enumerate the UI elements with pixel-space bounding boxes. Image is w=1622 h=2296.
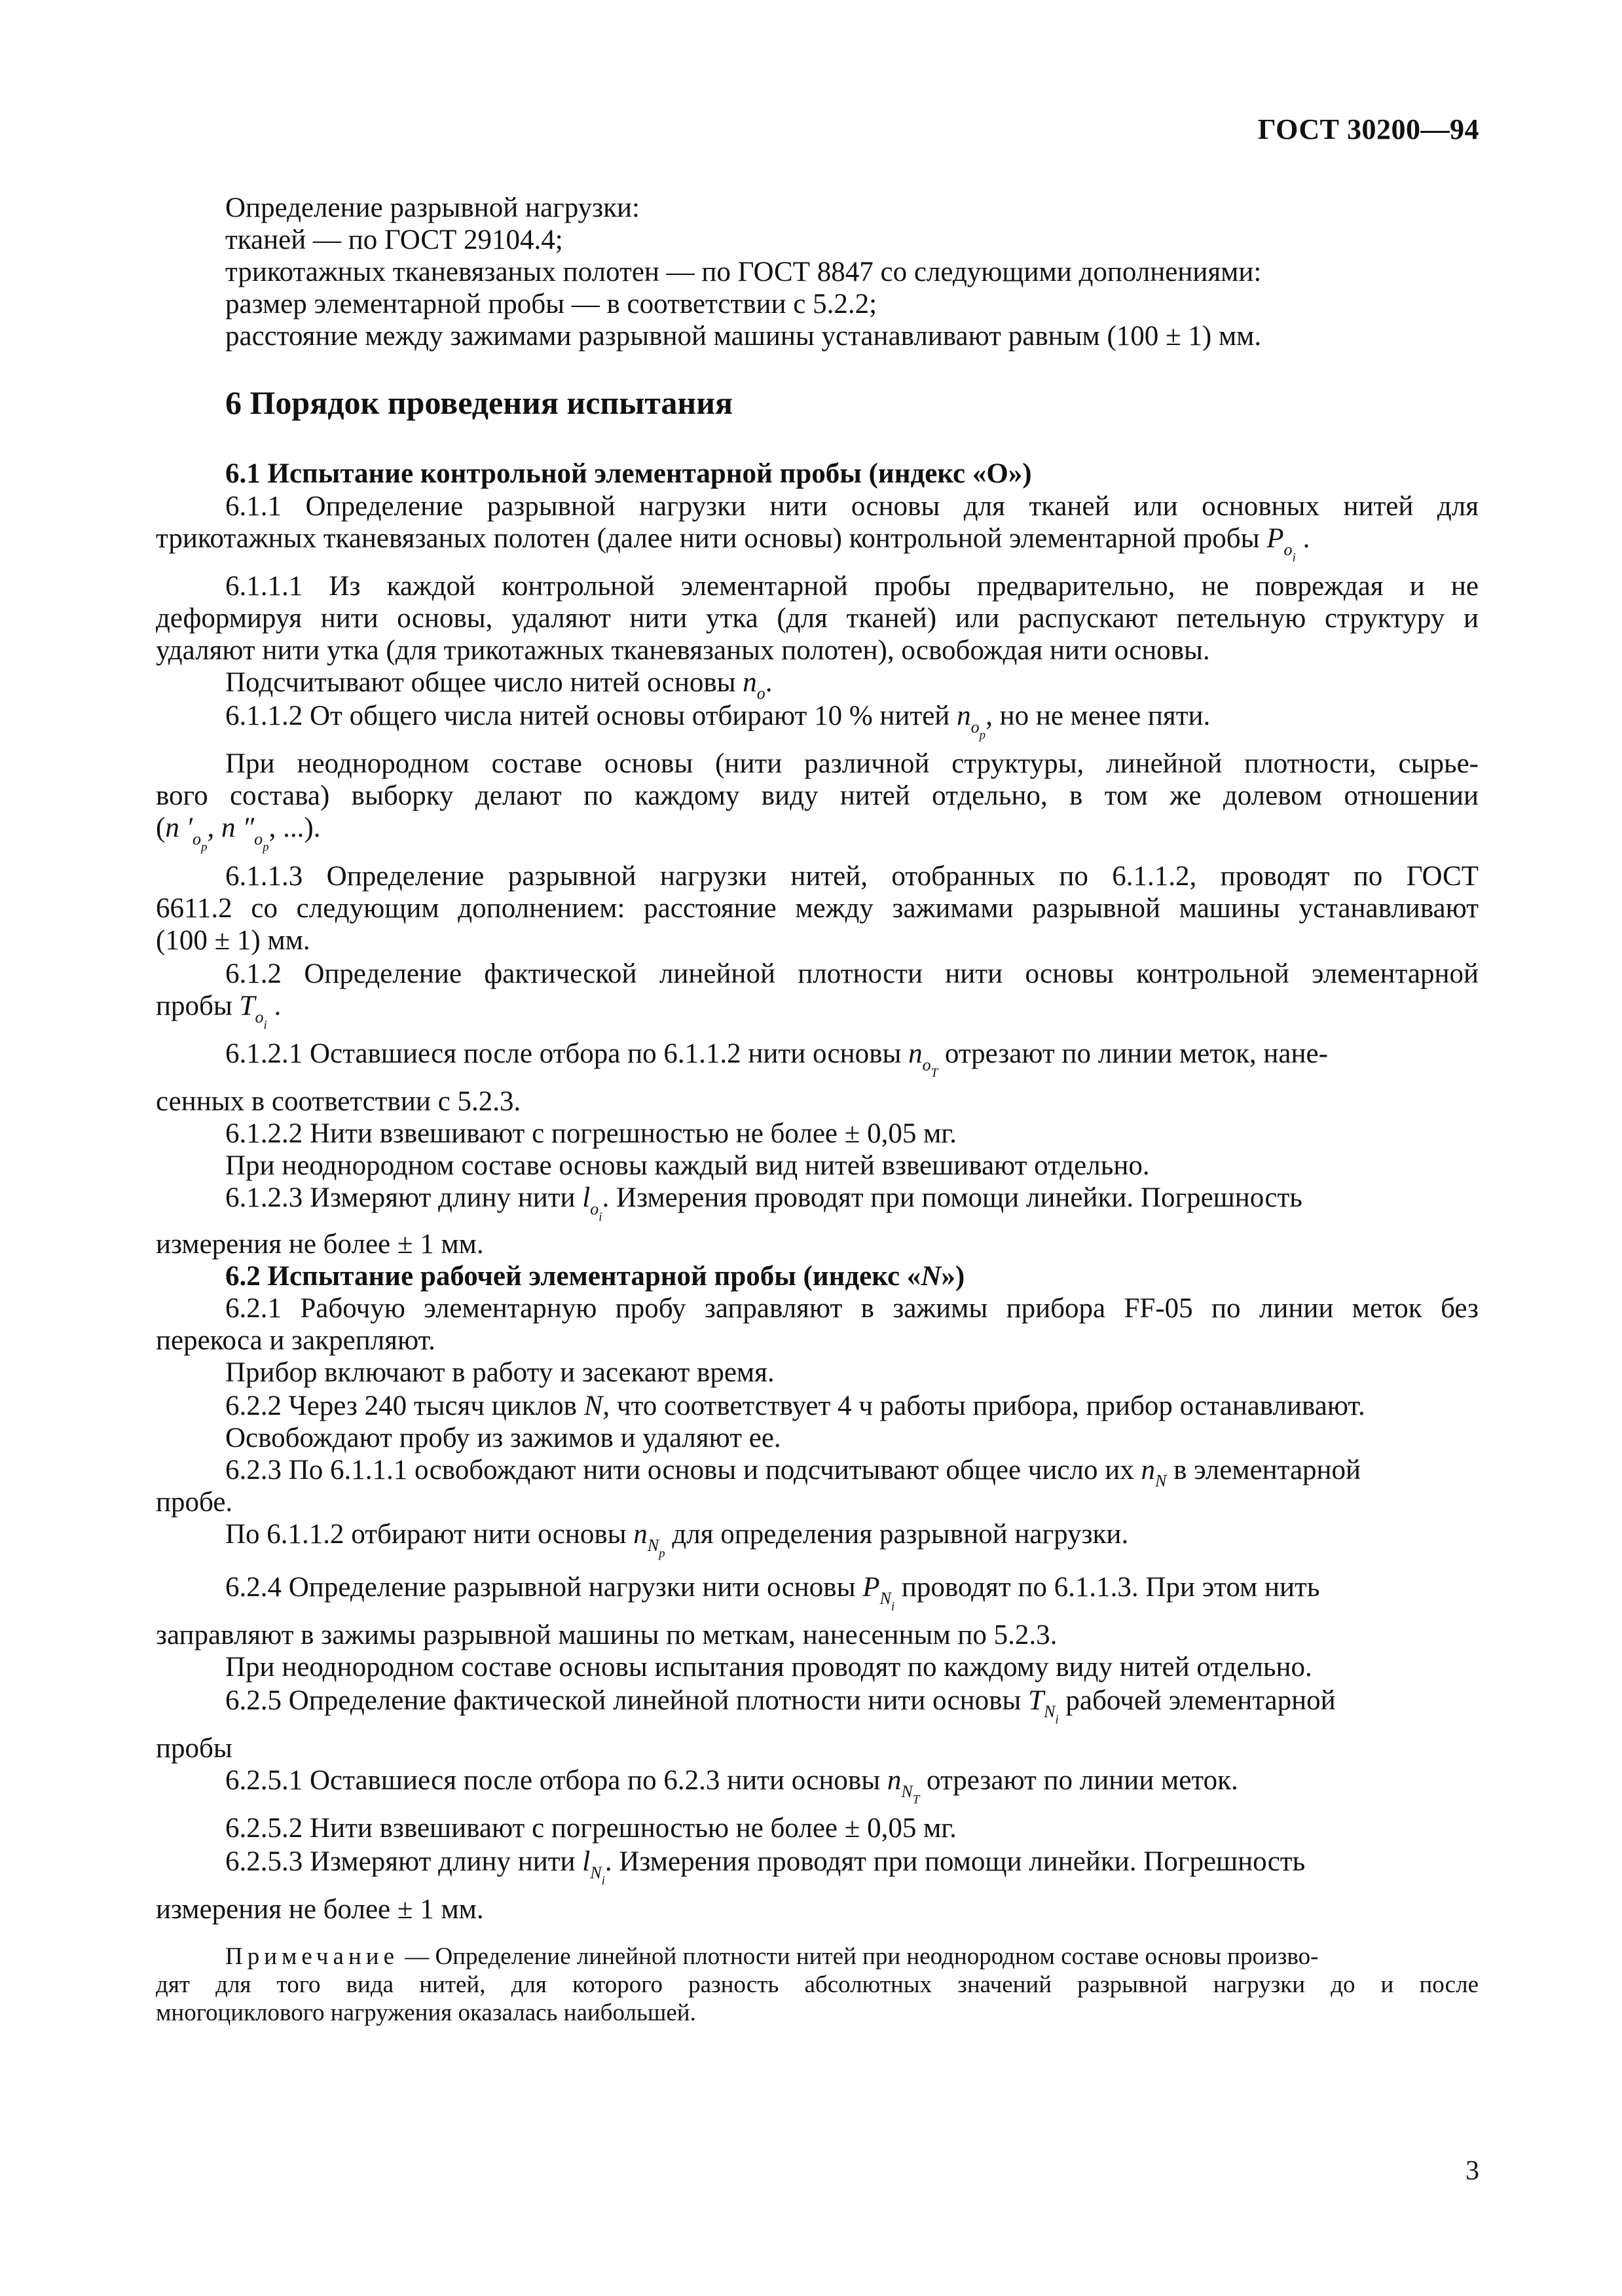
page-number: 3 bbox=[1465, 2156, 1479, 2186]
section-6-title: 6 Порядок проведения испытания bbox=[225, 384, 733, 421]
symbol-n-N-p: $n_{N_p}$ bbox=[633, 1519, 665, 1561]
para-6-2-3-line-3: По 6.1.1.2 отбирают нити основы $n_{N_p}$ для определения разрывной нагрузки. bbox=[225, 1519, 1129, 1561]
symbol-n-o: $n_о$ bbox=[743, 667, 765, 703]
para-6-1-1-3-line-2: 6611.2 со следующим дополнением: расстояние между зажимами разрывной машины устанавливают bbox=[156, 893, 1479, 924]
para-6-2-1-line-3: Прибор включают в работу и засекают время. bbox=[225, 1357, 775, 1388]
para-6-1-1-text: трикотажных тканевязаных полотен (далее нити основы) контрольной элементарной пробы bbox=[156, 523, 1260, 554]
symbol-n-N: $n_N$ bbox=[1141, 1455, 1167, 1491]
para-6-2-5-2-line: 6.2.5.2 Нити взвешивают с погрешностью не более ± 0,05 мг. bbox=[225, 1813, 957, 1844]
symbol-n-o-T: $n_{о_T}$ bbox=[908, 1038, 938, 1080]
para-6-2-4-line-2: заправляют в зажимы разрывной машины по меткам, нанесенным по 5.2.3. bbox=[156, 1620, 1058, 1650]
para-6-1-1-3-line-3: (100 ± 1) мм. bbox=[156, 925, 310, 956]
para-6-1-2-3-line-2: измерения не более ± 1 мм. bbox=[156, 1229, 484, 1260]
para-6-2-2-line-1: 6.2.2 Через 240 тысяч циклов N, что соответствует 4 ч работы прибора, прибор останавливают. bbox=[225, 1391, 1365, 1421]
symbol-T-N-i: $T_{N_i}$ bbox=[1028, 1685, 1059, 1727]
para-6-2-3-line-1: 6.2.3 По 6.1.1.1 освобождают нити основы и подсчитывают общее число их $n_N$ в элементарной bbox=[225, 1455, 1361, 1491]
symbol-n-prime-o-p: n $'_{о_p}$ bbox=[165, 812, 208, 854]
para-6-1-1-line-2: трикотажных тканевязаных полотен (далее нити основы) контрольной элементарной пробы $P_{о_i}$ . bbox=[156, 523, 1310, 565]
note-line-2: дят для того вида нитей, для которого разность абсолютных значений разрывной нагрузки до и после bbox=[156, 1971, 1479, 1998]
para-6-2-2-line-2: Освобождают пробу из зажимов и удаляют ее. bbox=[225, 1423, 781, 1453]
intro-line-2: тканей — по ГОСТ 29104.4; bbox=[225, 225, 563, 255]
para-6-1-2-1-line-1: 6.1.2.1 Оставшиеся после отбора по 6.1.1.2 нити основы $n_{о_T}$ отрезают по линии меток, нане- bbox=[225, 1038, 1328, 1080]
para-6-1-2-line-2: пробы $T_{о_i}$ . bbox=[156, 991, 282, 1032]
intro-line-3: трикотажных тканевязаных полотен — по ГОСТ 8847 со следующими дополнениями: bbox=[225, 257, 1262, 287]
para-6-1-1-1-line-2: деформируя нити основы, удаляют нити утка (для тканей) или распускают петельную структуру и bbox=[156, 603, 1479, 634]
para-6-2-1-line-2: перекоса и закрепляют. bbox=[156, 1325, 435, 1356]
symbol-n-N-T: $n_{N_T}$ bbox=[887, 1765, 920, 1807]
symbol-l-o-i: $l_{о_i}$ bbox=[582, 1182, 602, 1224]
para-6-1-2-2-line-2: При неоднородном составе основы каждый вид нитей взвешивают отдельно. bbox=[225, 1150, 1150, 1181]
para-6-2-1-line-1: 6.2.1 Рабочую элементарную пробу заправляют в зажимы прибора FF-05 по линии меток без bbox=[225, 1293, 1479, 1324]
intro-line-4: размер элементарной пробы — в соответствии с 5.2.2; bbox=[225, 289, 877, 319]
para-6-1-1-2-line-3: вого состава) выборку делают по каждому виду нитей отдельно, в том же долевом отношении bbox=[156, 780, 1479, 811]
para-6-1-1-2-line-2: При неоднородном составе основы (нити различной структуры, линейной плотности, сырье- bbox=[225, 748, 1479, 779]
symbol-n-o-p: $n_{о_p}$ bbox=[957, 701, 986, 742]
para-6-1-1-line-1: 6.1.1 Определение разрывной нагрузки нити основы для тканей или основных нитей для bbox=[225, 491, 1479, 522]
para-6-1-1-2-line-1: 6.1.1.2 От общего числа нитей основы отбирают 10 % нитей $n_{о_p}$, но не менее пяти. bbox=[225, 701, 1211, 742]
intro-line-1: Определение разрывной нагрузки: bbox=[225, 192, 640, 223]
para-6-2-4-line-3: При неоднородном составе основы испытания проводят по каждому виду нитей отдельно. bbox=[225, 1652, 1312, 1683]
para-6-2-3-line-2: пробе. bbox=[156, 1487, 233, 1518]
symbol-T-o-i: $T_{о_i}$ bbox=[239, 991, 267, 1032]
para-6-2-5-1-line: 6.2.5.1 Оставшиеся после отбора по 6.2.3 нити основы $n_{N_T}$ отрезают по линии меток. bbox=[225, 1765, 1238, 1807]
note-line-3: многоциклового нагружения оказалась наибольшей. bbox=[156, 1999, 696, 2026]
standard-code-header: ГОСТ 30200—94 bbox=[1257, 113, 1479, 145]
subsection-6-2-title: 6.2 Испытание рабочей элементарной пробы (индекс «N») bbox=[225, 1261, 965, 1292]
para-6-2-5-line-2: пробы bbox=[156, 1733, 232, 1764]
para-6-1-1-3-line-1: 6.1.1.3 Определение разрывной нагрузки нитей, отобранных по 6.1.1.2, проводят по ГОСТ bbox=[225, 861, 1479, 892]
para-6-2-5-3-line-2: измерения не более ± 1 мм. bbox=[156, 1894, 484, 1925]
para-6-2-5-line-1: 6.2.5 Определение фактической линейной плотности нити основы $T_{N_i}$ рабочей элементарной bbox=[225, 1685, 1336, 1727]
para-6-1-1-2-line-4: (n $'_{о_p}$, n $''_{о_p}$, ...). bbox=[156, 812, 321, 854]
symbol-l-N-i: $l_{N_i}$ bbox=[582, 1846, 605, 1888]
para-6-1-2-3-line-1: 6.1.2.3 Измеряют длину нити $l_{о_i}$. Измерения проводят при помощи линейки. Погрешность bbox=[225, 1182, 1302, 1224]
para-6-1-2-2-line-1: 6.1.2.2 Нити взвешивают с погрешностью не более ± 0,05 мг. bbox=[225, 1118, 957, 1149]
note-label: Примечание bbox=[225, 1943, 399, 1970]
para-6-1-2-1-line-2: сенных в соответствии с 5.2.3. bbox=[156, 1086, 521, 1117]
note-line-1: Примечание — Определение линейной плотности нитей при неоднородном составе основы произво- bbox=[225, 1943, 1319, 1970]
para-6-2-5-3-line-1: 6.2.5.3 Измеряют длину нити $l_{N_i}$. Измерения проводят при помощи линейки. Погрешность bbox=[225, 1846, 1306, 1888]
para-6-1-1-1-line-1: 6.1.1.1 Из каждой контрольной элементарной пробы предварительно, не повреждая и не bbox=[225, 571, 1479, 602]
para-6-2-4-line-1: 6.2.4 Определение разрывной нагрузки нити основы $P_{N_i}$ проводят по 6.1.1.3. При этом нить bbox=[225, 1572, 1320, 1614]
para-6-1-1-1-line-3: удаляют нити утка (для трикотажных тканевязаных полотен), освобождая нити основы. bbox=[156, 635, 1210, 666]
intro-line-5: расстояние между зажимами разрывной машины устанавливают равным (100 ± 1) мм. bbox=[225, 321, 1262, 352]
para-6-1-2-line-1: 6.1.2 Определение фактической линейной плотности нити основы контрольной элементарной bbox=[225, 958, 1479, 989]
symbol-n-dprime-o-p: n $''_{о_p}$ bbox=[221, 812, 269, 854]
subsection-6-1-title: 6.1 Испытание контрольной элементарной пробы (индекс «О») bbox=[225, 458, 1032, 489]
symbol-P-o-i: $P_{о_i}$ bbox=[1266, 523, 1296, 565]
para-6-1-1-1-line-4: Подсчитывают общее число нитей основы $n_о$. bbox=[225, 667, 773, 703]
symbol-P-N-i: $P_{N_i}$ bbox=[862, 1572, 895, 1614]
